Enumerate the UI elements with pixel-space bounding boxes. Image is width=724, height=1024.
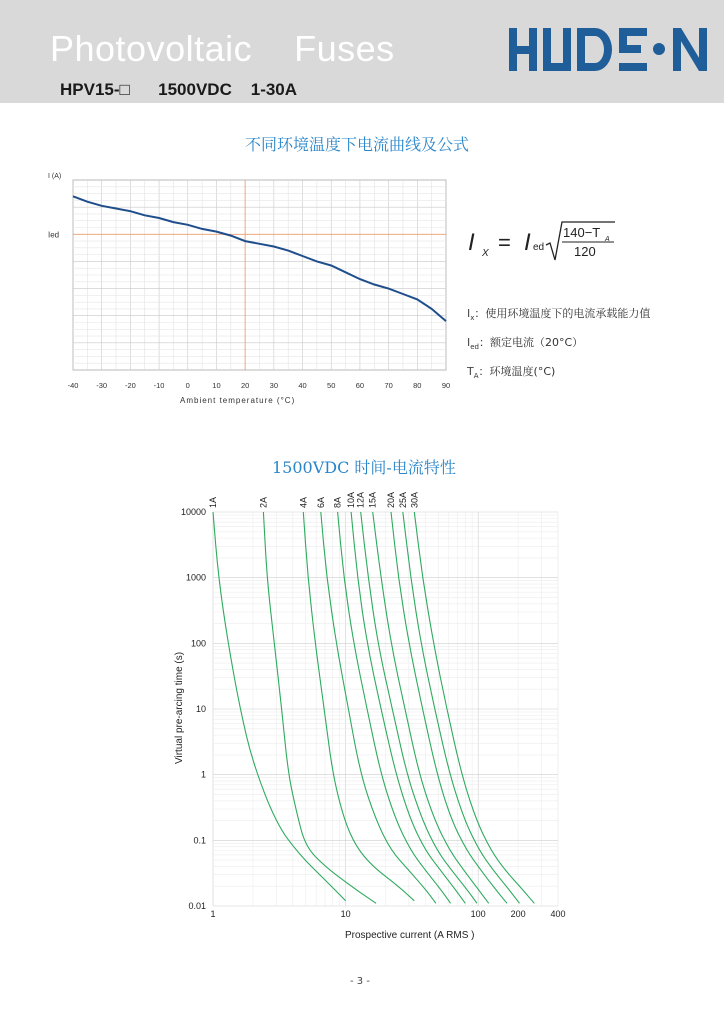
x-tick-label: 70 bbox=[384, 381, 393, 390]
series-label-15a: 15A bbox=[367, 491, 378, 508]
ied-marker-label: Ied bbox=[48, 230, 60, 240]
y-tick-label: 1000 bbox=[185, 572, 206, 583]
x-tick-label: 10 bbox=[212, 381, 221, 390]
x-tick-label: 10 bbox=[340, 909, 351, 919]
x-tick-label: -10 bbox=[153, 381, 165, 390]
legend-ix-text: ：使用环境温度下的电流承载能力值 bbox=[474, 307, 651, 320]
derating-section-title: 不同环境温度下电流曲线及公式 bbox=[245, 135, 470, 154]
formula-numerator: 140−T bbox=[563, 225, 601, 240]
x-tick-label: 100 bbox=[470, 909, 486, 919]
y-tick-label: 0.1 bbox=[193, 835, 206, 846]
y-tick-label: 0.01 bbox=[188, 901, 206, 911]
formula-rhs-sub: ed bbox=[533, 242, 545, 253]
x-tick-label: 30 bbox=[269, 381, 279, 390]
hudson-logo bbox=[507, 26, 711, 74]
y-tick-label: 10000 bbox=[180, 507, 206, 517]
legend-ta-symbol: T bbox=[467, 365, 474, 378]
legend-ta-sub: A bbox=[473, 372, 479, 381]
x-tick-label: -40 bbox=[67, 381, 79, 390]
legend-ied-sub: ed bbox=[470, 343, 479, 352]
current-formula bbox=[460, 210, 630, 270]
x-tick-label: -30 bbox=[96, 381, 108, 390]
curve-6a bbox=[321, 512, 436, 903]
curve-1a bbox=[213, 512, 346, 901]
y-axis-label: Virtual pre-arcing time (s) bbox=[174, 651, 185, 764]
time-current-section-title: 1500VDC 时间-电流特性 bbox=[272, 458, 456, 477]
y-tick-label: 10 bbox=[195, 704, 206, 714]
x-tick-labels bbox=[68, 381, 451, 390]
x-tick-label: 60 bbox=[355, 381, 365, 390]
derating-chart bbox=[40, 168, 460, 408]
chart-grid bbox=[213, 512, 558, 906]
page-number: - 3 - bbox=[350, 976, 370, 987]
logo-text: HUDSON bbox=[507, 26, 512, 27]
document-title: Photovoltaic Fuses bbox=[50, 28, 395, 69]
product-subtitle: HPV15-□ 1500VDC 1-30A bbox=[60, 80, 298, 99]
series-label-1a: 1A bbox=[208, 496, 218, 508]
curve-30a bbox=[414, 512, 534, 903]
series-label-2a: 2A bbox=[258, 496, 269, 508]
legend-ied-text: ：额定电流（20°C） bbox=[479, 336, 584, 349]
formula-equals: = bbox=[498, 230, 511, 255]
x-tick-label: 40 bbox=[298, 381, 307, 390]
x-axis-label: Ambient temperature (°C) bbox=[180, 396, 296, 405]
legend-ta bbox=[467, 363, 555, 380]
x-tick-label: 50 bbox=[327, 381, 336, 390]
formula-denominator: 120 bbox=[574, 244, 596, 259]
legend-ied-symbol: I bbox=[467, 336, 471, 349]
x-tick-label: -20 bbox=[124, 381, 136, 390]
legend-ix-symbol: I bbox=[467, 307, 471, 320]
x-tick-label: 80 bbox=[413, 381, 422, 390]
series-label-12a: 12A bbox=[355, 491, 366, 508]
time-current-chart bbox=[160, 480, 580, 960]
y-axis-label: I (A) bbox=[48, 173, 62, 180]
x-tick-label: 400 bbox=[550, 909, 566, 919]
formula-lhs-sub: X bbox=[482, 248, 489, 259]
legend-ied bbox=[467, 334, 583, 351]
curve-12a bbox=[361, 512, 477, 903]
y-tick-label: 100 bbox=[190, 638, 206, 649]
curve-2a bbox=[263, 512, 376, 903]
x-axis-label: Prospective current (A RMS ) bbox=[345, 930, 475, 941]
x-tick-labels bbox=[210, 909, 565, 919]
y-tick-label: 1 bbox=[200, 769, 206, 780]
legend-ix bbox=[467, 305, 650, 322]
series-label-30a: 30A bbox=[409, 491, 420, 508]
chart-grid bbox=[73, 180, 446, 370]
series-label-8a: 8A bbox=[332, 496, 343, 508]
series-label-6a: 6A bbox=[315, 496, 326, 508]
fuse-curves bbox=[213, 512, 534, 903]
x-tick-label: 1 bbox=[210, 909, 216, 919]
x-tick-label: 200 bbox=[510, 909, 526, 919]
curve-15a bbox=[373, 512, 489, 903]
series-label-4a: 4A bbox=[298, 496, 309, 508]
formula-numerator-sub: A bbox=[605, 236, 610, 243]
x-tick-label: 90 bbox=[441, 381, 451, 390]
curve-25a bbox=[403, 512, 520, 903]
series-label-25a: 25A bbox=[397, 491, 408, 508]
formula-lhs: I bbox=[468, 229, 475, 256]
series-label-10a: 10A bbox=[346, 491, 357, 508]
page-header bbox=[0, 0, 724, 103]
legend-ix-sub: x bbox=[470, 314, 475, 323]
x-tick-label: 0 bbox=[185, 381, 190, 390]
legend-ta-text: ：环境温度(°C) bbox=[478, 365, 556, 378]
formula-rhs: I bbox=[524, 229, 531, 256]
series-label-20a: 20A bbox=[386, 491, 396, 508]
series-labels bbox=[208, 492, 419, 508]
x-tick-label: 20 bbox=[240, 381, 250, 390]
curve-8a bbox=[338, 512, 451, 903]
